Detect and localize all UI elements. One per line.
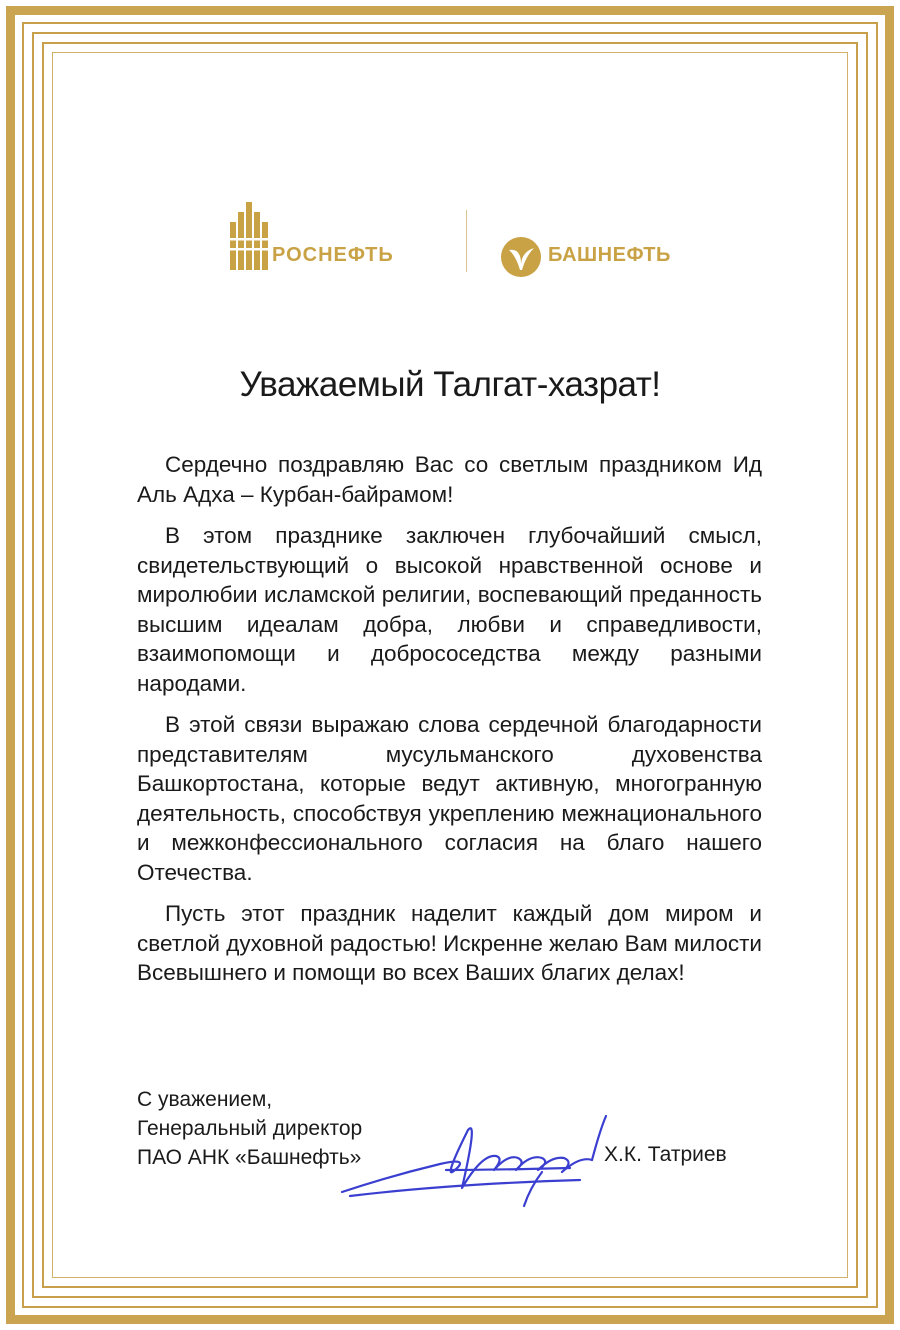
closing-position: Генеральный директор: [137, 1117, 363, 1140]
rosneft-emblem-icon: [228, 198, 272, 270]
closing-company: ПАО АНК «Башнефть»: [137, 1146, 362, 1169]
handwritten-signature: [330, 1110, 620, 1210]
bashneft-emblem-icon: [500, 236, 542, 278]
letterhead-logos: [0, 190, 900, 290]
paragraph: В этой связи выражаю слова сердечной благодарности представителям мусульманского духовенства Башкортостана, которые ведут активную, многогранную деятельность, способствуя укреплению межнационального и межконфессионального согласия на благо нашего Отечества.: [137, 712, 762, 885]
logo-divider: [466, 210, 467, 272]
paragraph: Пусть этот праздник наделит каждый дом миром и светлой духовной радостью! Искренне желаю Вам милости Всевышнего и помощи во всех Ваших благих делах!: [137, 901, 762, 985]
closing-regards: С уважением,: [137, 1088, 273, 1111]
bashneft-wordmark: БАШНЕФТЬ: [548, 244, 671, 266]
rosneft-wordmark: РОСНЕФТЬ: [272, 244, 394, 266]
letter-body: [137, 450, 762, 1000]
paragraph: В этом празднике заключен глубочайший смысл, свидетельствующий о высокой нравственной основе и миролюбии исламской религии, воспевающий преданность высшим идеалам добра, любви и справедливости, взаимопомощи и добрососедства между разными народами.: [137, 523, 762, 696]
signer-name: Х.К. Татриев: [604, 1143, 727, 1166]
salutation-heading: Уважаемый Талгат-хазрат!: [239, 365, 661, 404]
paragraph: Сердечно поздравляю Вас со светлым праздником Ид Аль Адха – Курбан-байрамом!: [137, 452, 762, 507]
